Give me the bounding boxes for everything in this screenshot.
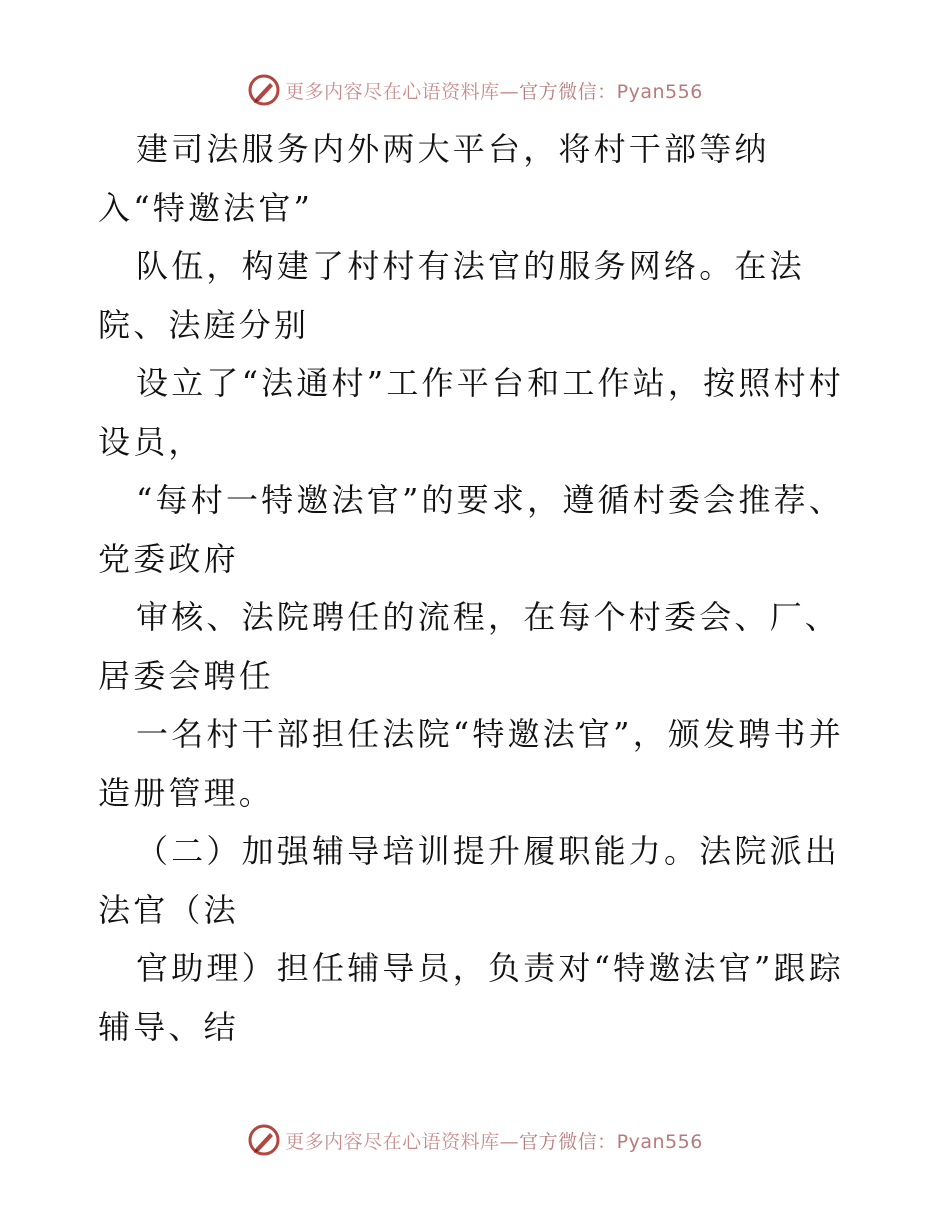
paragraph-3: 设立了“法通村”工作平台和工作站，按照村村设员， <box>98 364 844 461</box>
paragraph-5: 审核、法院聘任的流程，在每个村委会、厂、居委会聘任 <box>98 598 841 695</box>
header-banner <box>0 70 950 110</box>
footer-banner-text <box>285 1127 703 1154</box>
banner-site-text: 更多内容尽在心语资料库 <box>285 80 500 103</box>
banner-wechat-text: 官方微信：Pyan556 <box>519 80 703 103</box>
footer-separator: — <box>499 1130 520 1153</box>
ink-pen-logo-icon <box>247 1123 281 1157</box>
banner-text <box>285 77 703 104</box>
document-body <box>98 120 858 1056</box>
paragraph-4: “每村一特邀法官”的要求，遵循村委会推荐、党委政府 <box>98 481 844 578</box>
footer-wechat-text: 官方微信：Pyan556 <box>519 1130 703 1153</box>
paragraph-2: 队伍，构建了村村有法官的服务网络。在法院、法庭分别 <box>98 247 805 344</box>
banner-separator: — <box>499 80 520 103</box>
footer-site-text: 更多内容尽在心语资料库 <box>285 1130 500 1153</box>
paragraph-6: 一名村干部担任法院“特邀法官”，颁发聘书并造册管理。 <box>98 715 844 812</box>
paragraph-8: 官助理）担任辅导员，负责对“特邀法官”跟踪辅导、结 <box>98 949 844 1046</box>
ink-pen-logo-icon <box>247 73 281 107</box>
paragraph-7: （二）加强辅导培训提升履职能力。法院派出法官（法 <box>98 832 841 929</box>
footer-banner <box>0 1120 950 1160</box>
paragraph-1: 建司法服务内外两大平台，将村干部等纳入“特邀法官” <box>98 130 770 227</box>
